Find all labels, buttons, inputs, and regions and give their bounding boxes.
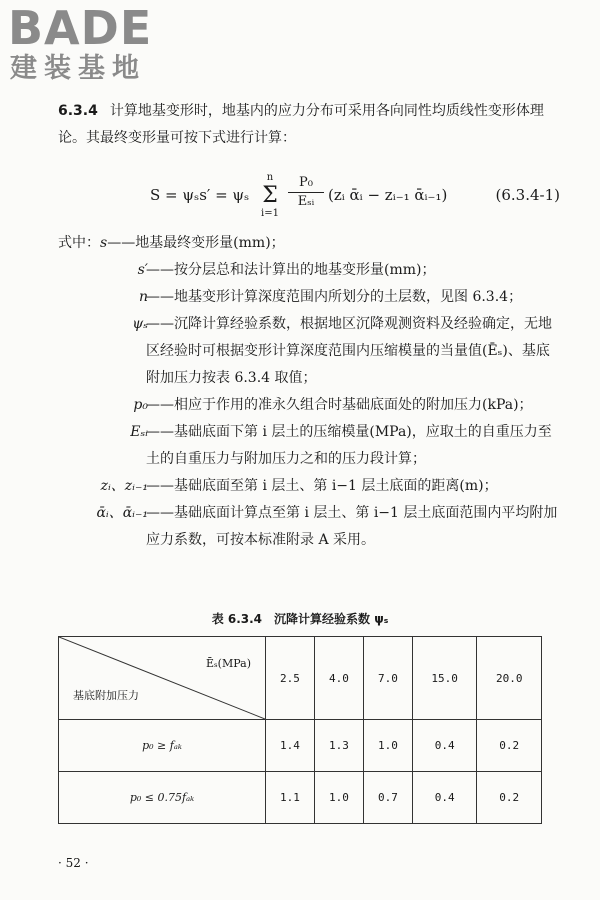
table-cell: 1.0 [363, 720, 412, 772]
formula-lhs: S = ψₛs′ = ψₛ [150, 186, 250, 204]
section-number: 6.3.4 [58, 103, 98, 119]
definition-symbol: n [138, 289, 148, 305]
table-cell: 0.2 [477, 720, 542, 772]
brand-logo [8, 1, 153, 86]
definition-text: ——地基变形计算深度范围内所划分的土层数，见图 6.3.4； [146, 289, 523, 305]
table-header-row [59, 637, 542, 720]
definition-symbol: s [100, 235, 108, 251]
definitions-list [58, 230, 558, 554]
formula-6-3-4-1 [150, 172, 560, 224]
definition-text: ——基础底面计算点至第 i 层土、第 i−1 层土底面范围内平均附加应力系数，可按本标准附录 A 采用。 [146, 505, 558, 548]
table-cell: 0.4 [412, 772, 477, 824]
definition-text: ——相应于作用的准永久组合时基础底面处的附加压力(kPa)； [146, 397, 533, 413]
logo-brand: BADE [8, 1, 153, 55]
definition-text: ——地基最终变形量(mm)； [107, 235, 285, 251]
definition-item [58, 284, 558, 311]
definition-text: ——基础底面至第 i 层土、第 i−1 层土底面的距离(m)； [146, 478, 498, 494]
section-text: 计算地基变形时，地基内的应力分布可采用各向同性均质线性变形体理论。其最终变形量可按下式进行计算： [58, 103, 544, 146]
settlement-coefficient-table [58, 636, 542, 824]
sum-upper: n [266, 172, 274, 183]
definition-item [58, 311, 558, 392]
definition-symbol: ψₛ [132, 316, 148, 332]
logo-subtitle: 建装基地 [10, 53, 146, 84]
definition-text: ——沉降计算经验系数，根据地区沉降观测资料及经验确定，无地区经验时可根据变形计算深度范围内压缩模量的当量值(Ēₛ)、基底附加压力按表 6.3.4 取值； [146, 316, 552, 386]
definition-intro [58, 230, 558, 257]
definition-symbol: Eₛᵢ [130, 424, 148, 440]
definition-symbol: zᵢ、zᵢ₋₁ [100, 478, 148, 494]
column-header: 2.5 [266, 637, 315, 720]
sum-lower: i=1 [261, 208, 279, 219]
definition-item [58, 257, 558, 284]
header-bottom-label: 基底附加压力 [73, 689, 139, 702]
definition-symbol: p₀ [133, 397, 148, 413]
table-cell: 0.4 [412, 720, 477, 772]
table-cell: 0.2 [477, 772, 542, 824]
table-row [59, 772, 542, 824]
frac-denominator: Eₛᵢ [288, 192, 324, 211]
definition-text: ——按分层总和法计算出的地基变形量(mm)； [146, 262, 436, 278]
table-cell: 1.1 [266, 772, 315, 824]
definition-item [58, 392, 558, 419]
table-row [59, 720, 542, 772]
frac-numerator: P₀ [299, 175, 313, 190]
fraction [288, 174, 324, 211]
definition-item [58, 473, 558, 500]
table-title: 表 6.3.4 沉降计算经验系数 ψₛ [211, 612, 389, 626]
diagonal-line [59, 637, 265, 719]
row-label: p₀ ≥ fₐₖ [59, 720, 266, 772]
table-cell: 1.4 [266, 720, 315, 772]
sigma-icon: Σ [262, 183, 278, 208]
column-header: 4.0 [314, 637, 363, 720]
definitions-intro: 式中： [58, 235, 100, 251]
equation-number: (6.3.4-1) [495, 186, 560, 204]
row-label: p₀ ≤ 0.75fₐₖ [59, 772, 266, 824]
definition-symbol: s′ [137, 262, 148, 278]
definition-item [58, 500, 558, 554]
column-header: 20.0 [477, 637, 542, 720]
table-cell: 0.7 [363, 772, 412, 824]
definition-symbol: ᾱᵢ、ᾱᵢ₋₁ [96, 505, 148, 521]
column-header: 15.0 [412, 637, 477, 720]
summation [258, 172, 282, 220]
formula-rest: (zᵢ ᾱᵢ − zᵢ₋₁ ᾱᵢ₋₁) [328, 186, 448, 204]
section-paragraph [58, 98, 558, 152]
header-top-label: Ēₛ(MPa) [205, 657, 251, 670]
table-cell: 1.3 [314, 720, 363, 772]
definition-text: ——基础底面下第 i 层土的压缩模量(MPa)，应取土的自重压力至土的自重压力与附加压力之和的压力段计算； [146, 424, 552, 467]
definition-item [58, 419, 558, 473]
table-cell: 1.0 [314, 772, 363, 824]
page-number: · 52 · [58, 856, 89, 870]
diagonal-header-cell [59, 637, 266, 720]
column-header: 7.0 [363, 637, 412, 720]
